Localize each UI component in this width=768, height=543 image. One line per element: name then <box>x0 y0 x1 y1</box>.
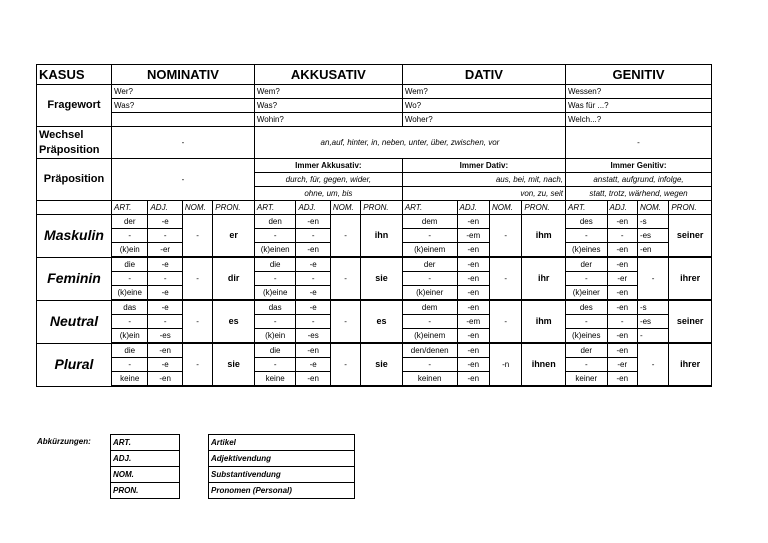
article-cell: (k)ein <box>111 329 147 344</box>
article-cell: (k)eines <box>566 243 608 258</box>
article-cell: keine <box>254 372 296 387</box>
praeposition-dat: von, zu, seit <box>402 187 565 201</box>
subheader-nom: ADJ. <box>148 201 182 215</box>
subheader-nom: ART. <box>111 201 147 215</box>
adjective-ending-cell: -en <box>148 343 182 358</box>
adjective-ending-cell: -e <box>296 257 330 272</box>
subheader-akk: PRON. <box>361 201 403 215</box>
noun-ending-cell: -n <box>489 343 521 386</box>
subheader-akk: ART. <box>254 201 296 215</box>
article-cell: (k)ein <box>254 329 296 344</box>
article-cell: keinen <box>402 372 457 387</box>
abbreviation-key: ADJ. <box>111 451 180 467</box>
adjective-ending-cell: -en <box>607 215 637 229</box>
adjective-ending-cell: - <box>148 229 182 243</box>
pronoun-cell: es <box>213 300 255 343</box>
abbreviation-value: Pronomen (Personal) <box>209 483 355 499</box>
noun-ending-cell: - <box>637 343 668 386</box>
noun-ending-cell: - <box>489 257 521 300</box>
article-cell: - <box>111 229 147 243</box>
declension-table <box>36 64 712 387</box>
fragewort-nom: Wer? <box>111 85 254 99</box>
adjective-ending-cell: -en <box>457 300 489 315</box>
article-cell: - <box>402 358 457 372</box>
praeposition-nom: - <box>111 159 254 201</box>
adjective-ending-cell: -en <box>457 272 489 286</box>
adjective-ending-cell: -en <box>607 257 637 272</box>
adjective-ending-cell: -e <box>148 286 182 301</box>
adjective-ending-cell: -en <box>457 257 489 272</box>
gender-label: Feminin <box>37 257 112 300</box>
adjective-ending-cell: -en <box>457 215 489 229</box>
fragewort-nom: Was? <box>111 99 254 113</box>
article-cell: die <box>254 343 296 358</box>
pronoun-cell: dir <box>213 257 255 300</box>
subheader-gen: ADJ. <box>607 201 637 215</box>
article-cell: (k)eine <box>111 286 147 301</box>
article-cell: (k)einem <box>402 243 457 258</box>
article-cell: (k)einen <box>254 243 296 258</box>
subheader-gen: NOM. <box>637 201 668 215</box>
article-cell: der <box>566 343 608 358</box>
adjective-ending-cell: - <box>148 272 182 286</box>
pronoun-cell: ihr <box>522 257 566 300</box>
fragewort-akk: Wohin? <box>254 113 402 127</box>
article-cell: - <box>402 272 457 286</box>
article-cell: (k)einer <box>402 286 457 301</box>
adjective-ending-cell: -e <box>296 300 330 315</box>
article-cell: (k)eine <box>254 286 296 301</box>
adjective-ending-cell: -en <box>148 372 182 387</box>
abbreviations-keys <box>110 434 180 499</box>
nominativ-header: NOMINATIV <box>111 65 254 85</box>
article-cell: - <box>566 358 608 372</box>
fragewort-nom-empty <box>111 113 254 127</box>
adjective-ending-cell: -e <box>296 358 330 372</box>
subheader-akk: NOM. <box>330 201 360 215</box>
adjective-ending-cell: -e <box>148 257 182 272</box>
fragewort-gen: Wessen? <box>566 85 712 99</box>
article-cell: - <box>402 315 457 329</box>
adjective-ending-cell: - <box>607 315 637 329</box>
fragewort-dat: Wem? <box>402 85 565 99</box>
article-cell: (k)einer <box>566 286 608 301</box>
adjective-ending-cell: -es <box>296 329 330 344</box>
article-cell: - <box>566 272 608 286</box>
praeposition-gen: anstatt, aufgrund, infolge, <box>566 173 712 187</box>
adjective-ending-cell: -en <box>607 372 637 387</box>
adjective-ending-cell: - <box>296 229 330 243</box>
article-cell: die <box>111 343 147 358</box>
adjective-ending-cell: -en <box>607 343 637 358</box>
abbreviations-values <box>208 434 355 499</box>
adjective-ending-cell: - <box>296 315 330 329</box>
abbreviation-key: NOM. <box>111 467 180 483</box>
article-cell: das <box>111 300 147 315</box>
pronoun-cell: ihm <box>522 215 566 258</box>
subheader-empty <box>37 201 112 215</box>
abbreviation-value: Artikel <box>209 435 355 451</box>
pronoun-cell: sie <box>361 343 403 386</box>
article-cell: der <box>111 215 147 229</box>
adjective-ending-cell: -en <box>296 372 330 387</box>
subheader-dat: NOM. <box>489 201 521 215</box>
article-cell: - <box>111 315 147 329</box>
noun-ending-cell: - <box>330 215 360 258</box>
adjective-ending-cell: - <box>296 272 330 286</box>
adjective-ending-cell: -er <box>148 243 182 258</box>
adjective-ending-cell: -e <box>148 358 182 372</box>
article-cell: die <box>254 257 296 272</box>
kasus-header: KASUS <box>37 65 112 85</box>
pronoun-cell: ihn <box>361 215 403 258</box>
adjective-ending-cell: -en <box>296 243 330 258</box>
subheader-akk: ADJ. <box>296 201 330 215</box>
article-cell: dem <box>402 215 457 229</box>
article-cell: dem <box>402 300 457 315</box>
adjective-ending-cell: -er <box>607 272 637 286</box>
adjective-ending-cell: -en <box>457 372 489 387</box>
gender-label: Maskulin <box>37 215 112 258</box>
article-cell: des <box>566 215 608 229</box>
article-cell: - <box>111 272 147 286</box>
praeposition-akk: ohne, um, bis <box>254 187 402 201</box>
noun-ending-cell: - <box>182 215 212 258</box>
article-cell: die <box>111 257 147 272</box>
adjective-ending-cell: -er <box>607 358 637 372</box>
wechsel-nom: - <box>111 127 254 159</box>
abbreviation-value: Adjektivendung <box>209 451 355 467</box>
fragewort-gen: Was für ...? <box>566 99 712 113</box>
adjective-ending-cell: -en <box>457 286 489 301</box>
praeposition-gen: statt, trotz, wärhend, wegen <box>566 187 712 201</box>
article-cell: - <box>254 315 296 329</box>
noun-ending-cell: - <box>637 257 668 300</box>
adjective-ending-cell: - <box>607 229 637 243</box>
article-cell: keiner <box>566 372 608 387</box>
article-cell: - <box>254 272 296 286</box>
praeposition-gen: Immer Genitiv: <box>566 159 712 173</box>
noun-ending-cell: -s <box>637 215 668 229</box>
noun-ending-cell: - <box>637 329 668 344</box>
fragewort-label: Fragewort <box>37 85 112 127</box>
article-cell: (k)eines <box>566 329 608 344</box>
subheader-dat: ART. <box>402 201 457 215</box>
adjective-ending-cell: -en <box>607 243 637 258</box>
adjective-ending-cell: -em <box>457 229 489 243</box>
noun-ending-cell: -es <box>637 229 668 243</box>
fragewort-gen: Welch...? <box>566 113 712 127</box>
article-cell: - <box>566 229 608 243</box>
article-cell: - <box>566 315 608 329</box>
article-cell: den/denen <box>402 343 457 358</box>
noun-ending-cell: - <box>182 300 212 343</box>
adjective-ending-cell: -e <box>148 215 182 229</box>
praeposition-dat: Immer Dativ: <box>402 159 565 173</box>
pronoun-cell: ihrer <box>669 343 712 386</box>
adjective-ending-cell: -en <box>607 300 637 315</box>
article-cell: das <box>254 300 296 315</box>
article-cell: - <box>111 358 147 372</box>
fragewort-dat: Woher? <box>402 113 565 127</box>
adjective-ending-cell: -en <box>607 286 637 301</box>
noun-ending-cell: - <box>489 215 521 258</box>
abbreviation-key: ART. <box>111 435 180 451</box>
subheader-gen: PRON. <box>669 201 712 215</box>
article-cell: - <box>402 229 457 243</box>
adjective-ending-cell: -em <box>457 315 489 329</box>
noun-ending-cell: - <box>182 343 212 386</box>
praeposition-akk: Immer Akkusativ: <box>254 159 402 173</box>
fragewort-akk: Wem? <box>254 85 402 99</box>
praeposition-akk: durch, für, gegen, wider, <box>254 173 402 187</box>
pronoun-cell: ihrer <box>669 257 712 300</box>
gender-label: Neutral <box>37 300 112 343</box>
article-cell: keine <box>111 372 147 387</box>
article-cell: - <box>254 229 296 243</box>
noun-ending-cell: -s <box>637 300 668 315</box>
wechsel-akk-dat: an,auf, hinter, in, neben, unter, über, zwischen, vor <box>254 127 565 159</box>
akkusativ-header: AKKUSATIV <box>254 65 402 85</box>
gender-label: Plural <box>37 343 112 386</box>
pronoun-cell: sie <box>213 343 255 386</box>
noun-ending-cell: -es <box>637 315 668 329</box>
pronoun-cell: sie <box>361 257 403 300</box>
article-cell: der <box>566 257 608 272</box>
pronoun-cell: seiner <box>669 300 712 343</box>
article-cell: der <box>402 257 457 272</box>
pronoun-cell: ihm <box>522 300 566 343</box>
pronoun-cell: seiner <box>669 215 712 258</box>
noun-ending-cell: - <box>182 257 212 300</box>
pronoun-cell: ihnen <box>522 343 566 386</box>
noun-ending-cell: - <box>330 343 360 386</box>
abbreviation-key: PRON. <box>111 483 180 499</box>
article-cell: den <box>254 215 296 229</box>
wechsel-label: Wechsel Präposition <box>37 127 112 159</box>
subheader-nom: PRON. <box>213 201 255 215</box>
adjective-ending-cell: -en <box>457 358 489 372</box>
abbreviation-value: Substantivendung <box>209 467 355 483</box>
genitiv-header: GENITIV <box>566 65 712 85</box>
adjective-ending-cell: -en <box>457 343 489 358</box>
adjective-ending-cell: -es <box>148 329 182 344</box>
adjective-ending-cell: -e <box>148 300 182 315</box>
subheader-gen: ART. <box>566 201 608 215</box>
dativ-header: DATIV <box>402 65 565 85</box>
fragewort-dat: Wo? <box>402 99 565 113</box>
noun-ending-cell: - <box>330 300 360 343</box>
adjective-ending-cell: -e <box>296 286 330 301</box>
noun-ending-cell: - <box>330 257 360 300</box>
wechsel-gen: - <box>566 127 712 159</box>
article-cell: (k)ein <box>111 243 147 258</box>
fragewort-akk: Was? <box>254 99 402 113</box>
article-cell: - <box>254 358 296 372</box>
subheader-nom: NOM. <box>182 201 212 215</box>
adjective-ending-cell: -en <box>457 329 489 344</box>
noun-ending-cell: -en <box>637 243 668 258</box>
adjective-ending-cell: -en <box>296 343 330 358</box>
adjective-ending-cell: -en <box>457 243 489 258</box>
subheader-dat: PRON. <box>522 201 566 215</box>
article-cell: des <box>566 300 608 315</box>
praeposition-label: Präposition <box>37 159 112 201</box>
subheader-dat: ADJ. <box>457 201 489 215</box>
pronoun-cell: es <box>361 300 403 343</box>
pronoun-cell: er <box>213 215 255 258</box>
noun-ending-cell: - <box>489 300 521 343</box>
adjective-ending-cell: -en <box>607 329 637 344</box>
adjective-ending-cell: -en <box>296 215 330 229</box>
adjective-ending-cell: - <box>148 315 182 329</box>
praeposition-dat: aus, bei, mit, nach, <box>402 173 565 187</box>
abbreviations-label: Abkürzungen: <box>37 437 91 446</box>
article-cell: (k)einem <box>402 329 457 344</box>
